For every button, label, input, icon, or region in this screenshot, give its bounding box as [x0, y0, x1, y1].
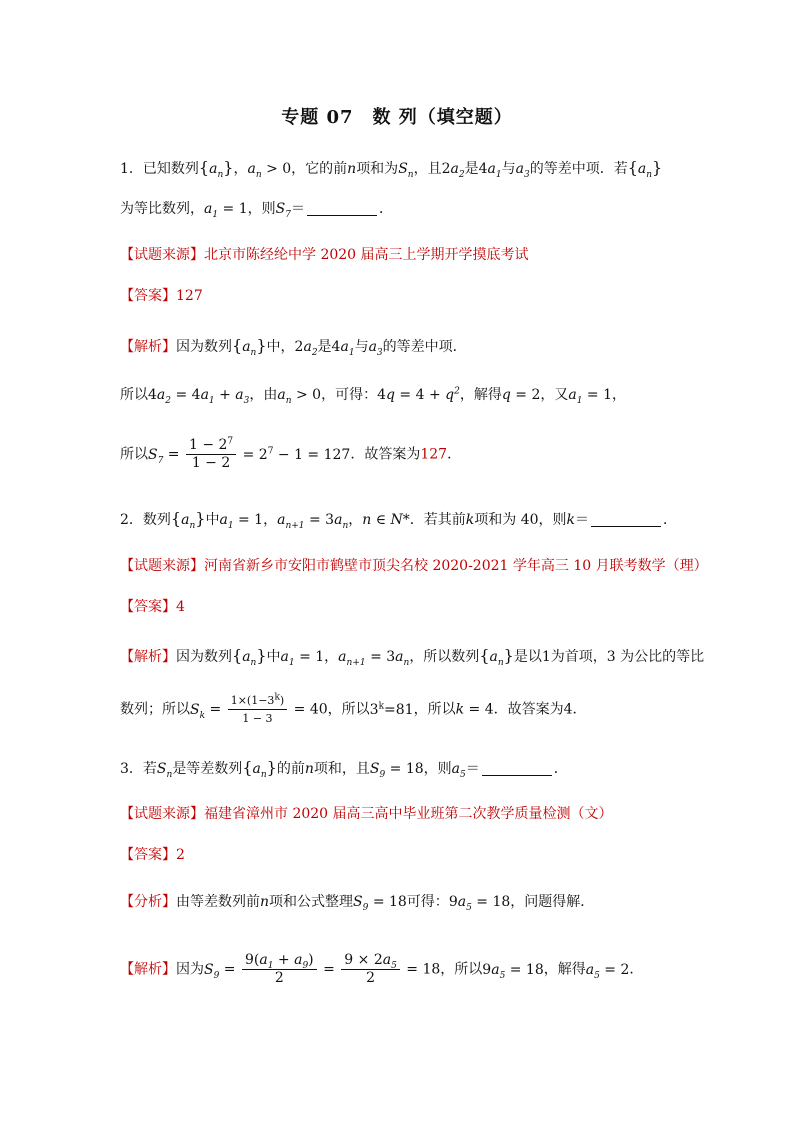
question-3-analysis-hint: 【分析】由等差数列前n项和公式整理$S_9 = 18$可得：$9a_5 = 18$，问题得解． [120, 894, 595, 913]
question-1-analysis-3: 所以$S_7$ = $\frac{1 - 2^7}{1 - 2}$ = $2^7 - 1 = 127$．故答案为127． [120, 436, 462, 471]
question-1-analysis-1: 【解析】因为数列$\{a_n\}$中，$2a_2$是$4a_1$与$a_3$的等差中项． [120, 336, 467, 358]
question-3-line-1: 3．若$S_n$是等差数列$\{a_n\}$的前n项和，且$S_9 = 18$，则$a_5=$ ． [120, 758, 568, 780]
question-2-analysis-2: 数列；所以$S_k$ = $\frac{1\times(1-3^k)}{1 - 3}$ = 40，所以$3^k=81$，所以k = 4．故答案为4． [120, 692, 587, 725]
question-2-source: 【试题来源】河南省新乡市安阳市鹤壁市顶尖名校 2020-2021 学年高三 10 月联考数学（理） [120, 558, 708, 574]
question-1-line-1: 1．已知数列$\{a_n\}$，$a_n > 0$，它的前n项和为$S_n$，且$2a_2$是$4a_1$与$a_3$的等差中项．若$\{a_n\}$ [120, 158, 663, 180]
question-3-analysis: 【解析】因为$S_9$ = $\frac{9(a_1 + a_9)}{2}$ = $\frac{9 \times 2a_5}{2}$ = 18，所以$9a_5 = 18$，解得$a_5 = 2$． [120, 952, 644, 986]
page-title: 专题 07 数 列（填空题） [281, 107, 513, 128]
question-1-source: 【试题来源】北京市陈经纶中学 2020 届高三上学期开学摸底考试 [120, 247, 529, 263]
question-1-line-2: 为等比数列，$a_1 = 1$，则$S_7=$ ． [120, 201, 393, 220]
answer-blank[interactable] [591, 512, 661, 527]
answer-blank[interactable] [307, 201, 377, 216]
question-3-source: 【试题来源】福建省漳州市 2020 届高三高中毕业班第二次教学质量检测（文） [120, 806, 613, 822]
answer-blank[interactable] [482, 761, 552, 776]
question-3-answer: 【答案】2 [120, 847, 185, 863]
question-2-analysis-1: 【解析】因为数列$\{a_n\}$中$a_1 = 1$，$a_{n+1} = 3a_n$，所以数列$\{a_n\}$是以1为首项，3 为公比的等比 [120, 646, 705, 668]
question-1-answer: 【答案】127 [120, 288, 203, 304]
question-2-answer: 【答案】4 [120, 599, 185, 615]
question-1-analysis-2: 所以$4a_2 = 4a_1 + a_3$，由$a_n > 0$，可得：$4q = 4 + q^2$，解得q = 2，又$a_1 = 1$， [120, 386, 627, 406]
question-2-line-1: 2．数列$\{a_n\}$中$a_1 = 1$，$a_{n+1} = 3a_n$，n ∈ N*．若其前k项和为 40，则k＝ ． [120, 509, 678, 531]
